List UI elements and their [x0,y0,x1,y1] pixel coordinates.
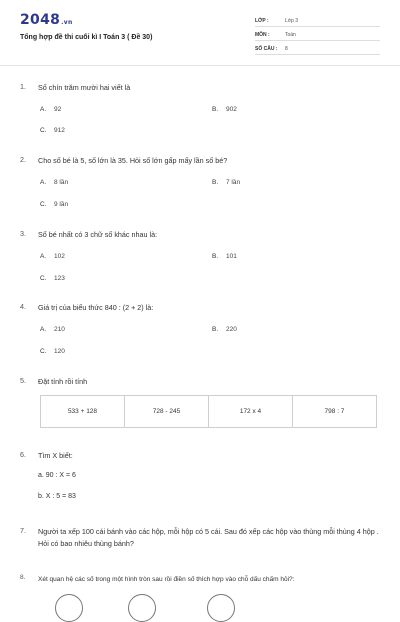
option-text: 902 [226,106,237,113]
meta-question-count [255,43,380,55]
header-divider [0,65,400,66]
option-text: 7 lần [226,179,241,186]
option-a[interactable] [40,253,65,260]
option-a[interactable] [40,326,65,333]
calculation-cell[interactable]: 728 - 245 [125,396,209,427]
sub-question-a: a. 90 : X = 6 [38,472,76,479]
number-circle [55,594,83,622]
option-letter: B. [212,253,219,260]
option-c[interactable] [40,275,65,282]
meta-class [255,15,380,27]
logo-suffix: .vn [61,19,73,26]
question-number: 7. [20,526,26,535]
calculation-table [40,395,377,428]
option-text: 101 [226,253,237,260]
calculation-cell[interactable]: 798 : 7 [324,408,345,415]
question-text: Số chín trăm mười hai viết là [38,83,131,92]
option-letter: C. [40,348,47,355]
option-c[interactable] [40,201,68,208]
meta-subject [255,29,380,41]
site-logo[interactable] [20,12,73,28]
meta-value: Toán [285,32,296,38]
option-text: 120 [54,348,65,355]
option-letter: B. [212,326,219,333]
option-text: 92 [54,106,62,113]
meta-value: Lớp 3 [285,18,299,24]
question-text: Xét quan hệ các số trong một hình tròn sau rồi điền số thích hợp vào chỗ dấu chấm hỏi?: [38,576,295,583]
option-letter: C. [40,201,47,208]
question-text: Số bé nhất có 3 chữ số khác nhau là: [38,230,158,239]
question-text: Cho số bé là 5, số lớn là 35. Hỏi số lớn gấp mấy lần số bé? [38,156,228,165]
option-c[interactable] [40,127,65,134]
question-number: 8. [20,574,26,581]
option-text: 102 [54,253,65,260]
question-text: Người ta xếp 100 cái bánh vào các hộp, mỗi hộp có 5 cái. Sau đó xếp các hộp vào thùng mỗi thùng 4 hộp . Hỏi có bao nhiêu thùng bánh? [38,527,379,548]
exam-title: Tổng hợp đề thi cuối kì I Toán 3 ( Đề 30) [20,34,153,41]
sub-question-b: b. X : 5 = 83 [38,493,76,500]
option-letter: B. [212,179,219,186]
question-number: 5. [20,376,26,385]
question-text: Tìm X biết: [38,451,73,460]
page-header [0,0,400,62]
option-text: 210 [54,326,65,333]
option-b[interactable] [212,179,240,186]
option-text: 912 [54,127,65,134]
number-circle [207,594,235,622]
option-letter: C. [40,127,47,134]
question-number: 6. [20,450,26,459]
question-number: 2. [20,155,26,164]
option-letter: B. [212,106,219,113]
question-number: 1. [20,82,26,91]
calculation-cell[interactable]: 172 x 4 [209,396,293,427]
option-text: 123 [54,275,65,282]
meta-key: SỐ CÂU : [255,46,278,52]
logo-text: 2048 [20,12,61,28]
option-text: 8 lần [54,179,69,186]
option-c[interactable] [40,348,65,355]
question-text: Đặt tính rồi tính [38,377,88,386]
question-number: 3. [20,229,26,238]
option-b[interactable] [212,106,237,113]
meta-value: 8 [285,46,288,52]
meta-key: LỚP : [255,18,269,24]
option-a[interactable] [40,179,68,186]
calculation-cell[interactable]: 533 + 128 [41,396,125,427]
option-a[interactable] [40,106,61,113]
option-letter: A. [40,326,47,333]
option-b[interactable] [212,326,237,333]
option-letter: C. [40,275,47,282]
option-letter: A. [40,106,47,113]
option-text: 9 lần [54,201,69,208]
option-text: 220 [226,326,237,333]
question-number: 4. [20,302,26,311]
meta-key: MÔN : [255,32,270,38]
question-text: Giá trị của biểu thức 840 : (2 + 2) là: [38,303,154,312]
number-circle [128,594,156,622]
option-letter: A. [40,253,47,260]
option-b[interactable] [212,253,237,260]
option-letter: A. [40,179,47,186]
